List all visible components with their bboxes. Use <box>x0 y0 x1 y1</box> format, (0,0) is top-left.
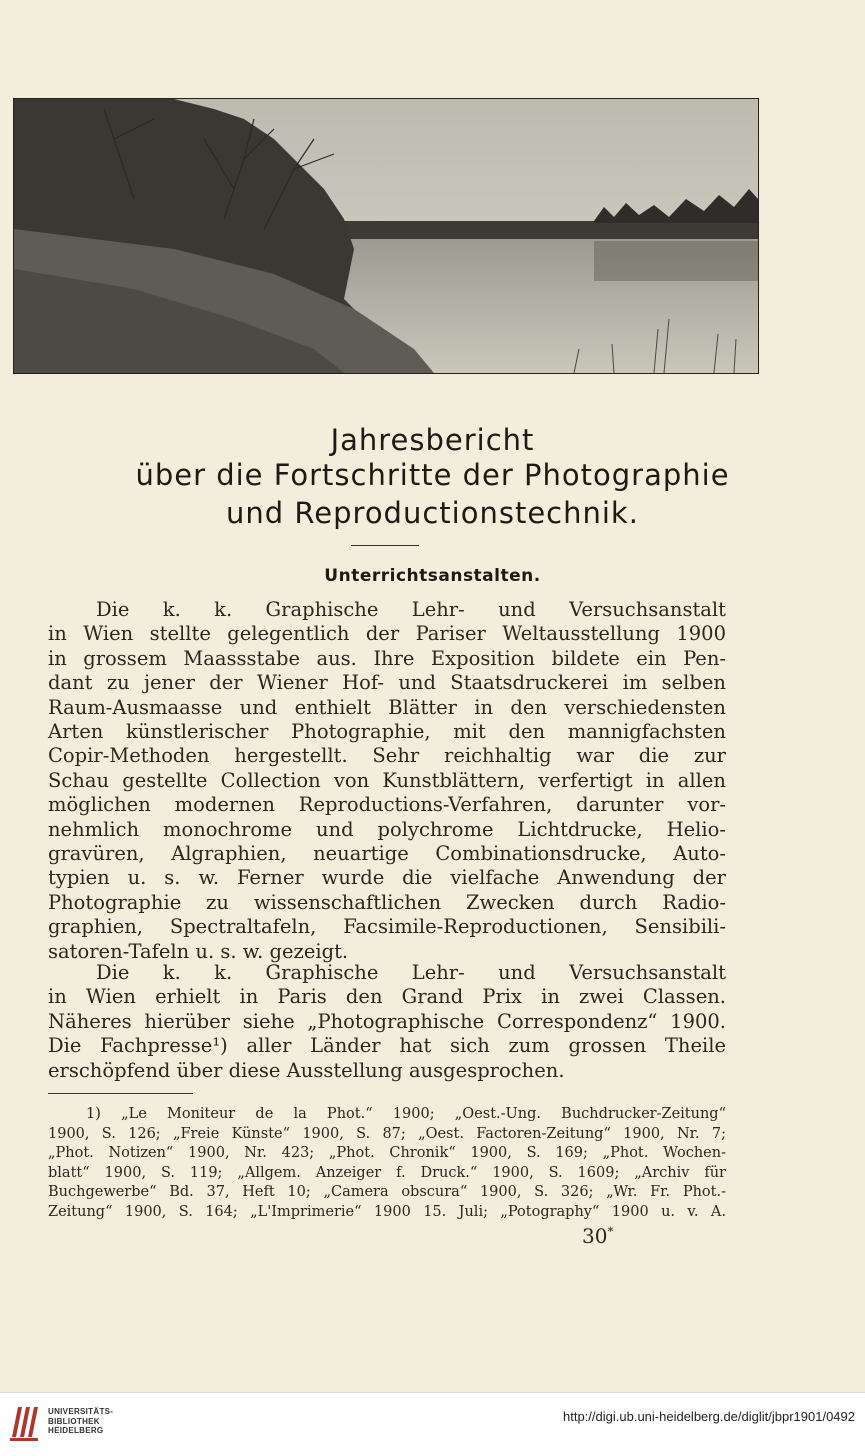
library-name-line-2: BIBLIOTHEK <box>48 1416 100 1426</box>
footnote-line: Zeitung“ 1900, S. 164; „L'Imprimerie“ 1900 15. Juli; „Potography“ 1900 u. v. A. <box>48 1203 726 1220</box>
footnote-line: Buchgewerbe“ Bd. 37, Heft 10; „Camera obscura“ 1900, S. 326; „Wr. Fr. Phot.- <box>48 1184 726 1200</box>
page-number <box>582 1224 613 1248</box>
library-footer <box>0 1392 865 1456</box>
text-line: dant zu jener der Wiener Hof- und Staatsdruckerei im selben <box>48 671 726 695</box>
text-line: Die k. k. Graphische Lehr- und Versuchsanstalt <box>96 961 726 984</box>
text-line: Photographie zu wissenschaftlichen Zwecken durch Radio- <box>48 890 726 914</box>
text-line: Raum-Ausmaasse und enthielt Blätter in den verschiedensten <box>48 695 726 719</box>
page-number-value: 30 <box>582 1224 608 1248</box>
text-line: Die Fachpresse¹) aller Länder hat sich zum grossen Theile <box>48 1034 726 1058</box>
text-line: Die k. k. Graphische Lehr- und Versuchsanstalt <box>96 598 726 621</box>
title-line-1: Jahresbericht <box>330 423 535 457</box>
text-line: in Wien erhielt in Paris den Grand Prix in zwei Classen. <box>48 985 726 1009</box>
title-line-3: und Reproductionstechnik. <box>226 496 639 530</box>
text-line: graphien, Spectraltafeln, Facsimile-Reproductionen, Sensibili- <box>48 915 726 939</box>
text-line: Arten künstlerischer Photographie, mit den mannigfachsten <box>48 720 726 744</box>
text-line: möglichen modernen Reproductions-Verfahren, darunter vor- <box>48 793 726 817</box>
text-line: in grossem Maassstabe aus. Ihre Exposition bildete ein Pen- <box>48 646 726 670</box>
library-name <box>48 1407 113 1436</box>
university-library-logo-icon <box>8 1401 40 1443</box>
text-line: typien u. s. w. Ferner wurde die vielfache Anwendung der <box>48 866 726 890</box>
page-number-mark: * <box>607 1224 614 1239</box>
paragraph-1 <box>48 598 726 964</box>
permalink-url[interactable]: http://digi.ub.uni-heidelberg.de/diglit/jbpr1901/0492 <box>563 1409 855 1424</box>
footnote-divider <box>48 1093 193 1094</box>
text-line: Näheres hierüber siehe „Photographische Correspondenz“ 1900. <box>48 1009 726 1033</box>
footnote-line: „Phot. Notizen“ 1900, Nr. 423; „Phot. Chronik“ 1900, S. 169; „Phot. Wochen- <box>48 1145 726 1161</box>
footnote-line: blatt“ 1900, S. 119; „Allgem. Anzeiger f. Druck.“ 1900, S. 1609; „Archiv für <box>48 1164 726 1181</box>
section-heading: Unterrichtsanstalten. <box>324 566 541 586</box>
text-line: in Wien stellte gelegentlich der Pariser Weltausstellung 1900 <box>48 622 726 646</box>
library-name-line-1: UNIVERSITÄTS- <box>48 1407 114 1416</box>
text-line: Schau gestellte Collection von Kunstblättern, verfertigt in allen <box>48 768 726 792</box>
text-line: gravüren, Algraphien, neuartige Combinationsdrucke, Auto- <box>48 842 726 866</box>
text-line: satoren-Tafeln u. s. w. gezeigt. <box>48 939 349 963</box>
footnote-line: 1900, S. 126; „Freie Künste“ 1900, S. 87; „Oest. Factoren-Zeitung“ 1900, Nr. 7; <box>48 1125 726 1142</box>
footnote <box>48 1105 726 1222</box>
text-line: Copir-Methoden hergestellt. Sehr reichhaltig war die zur <box>48 744 726 768</box>
text-line: nehmlich monochrome und polychrome Lichtdrucke, Helio- <box>48 817 726 841</box>
paragraph-2 <box>48 961 726 1083</box>
title-divider <box>351 545 419 546</box>
footnote-line: 1) „Le Moniteur de la Phot.“ 1900; „Oest.-Ung. Buchdrucker-Zeitung“ <box>86 1106 726 1122</box>
title-line-2: über die Fortschritte der Photographie <box>135 458 730 492</box>
library-name-line-3: HEIDELBERG <box>48 1426 104 1435</box>
text-line: erschöpfend über diese Ausstellung ausgesprochen. <box>48 1058 565 1082</box>
landscape-photograph <box>13 98 759 374</box>
